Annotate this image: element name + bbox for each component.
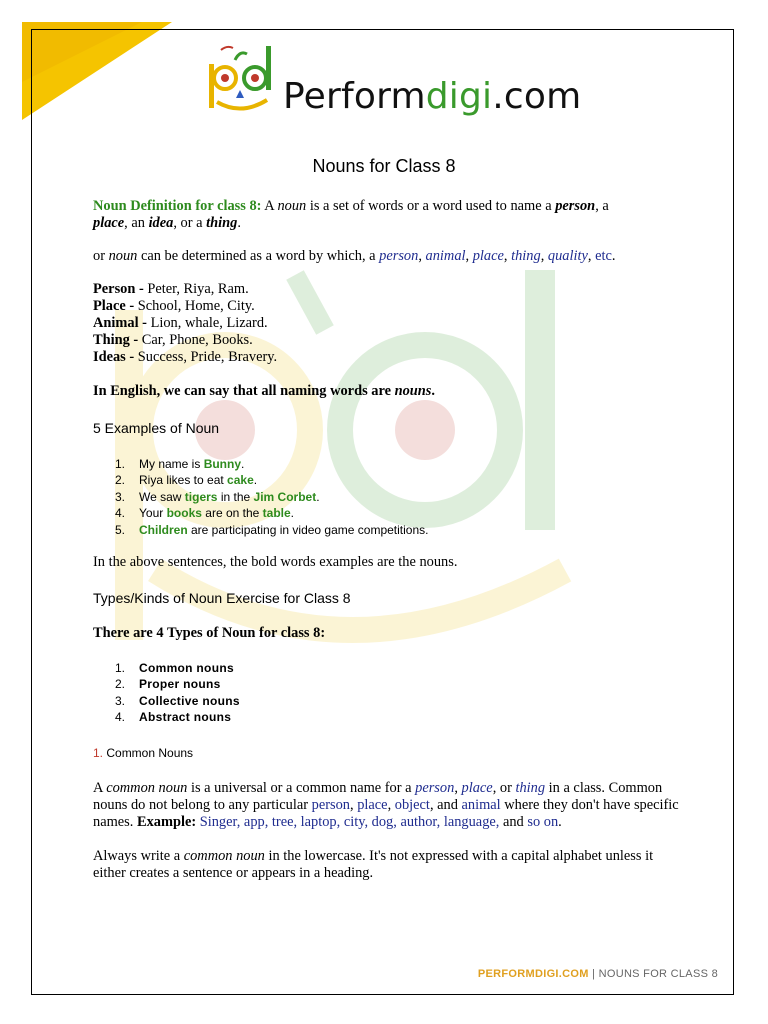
determined-paragraph: or noun can be determined as a word by which, a person, animal, place, thing, quality, etc. [93,248,616,264]
category-item: Person - Peter, Riya, Ram. [93,281,249,297]
example-item: 5. Children are participating in video game competitions. [115,522,429,537]
category-item: Animal - Lion, whale, Lizard. [93,315,268,331]
examples-heading: 5 Examples of Noun [93,420,220,436]
type-item: 4. Abstract nouns [115,710,232,725]
common-nouns-heading: 1. Common Nouns [93,745,194,760]
naming-words-statement: In English, we can say that all naming words are nouns. [93,383,435,399]
brand-name: Performdigi.com [283,76,582,117]
category-item: Thing - Car, Phone, Books. [93,332,253,348]
common-noun-paragraph: A common noun is a universal or a common name for a person, place, or thing in a class. Common nouns do not belong to any particular person, place, object, and animal where they don't have specific names. Example: Singer, app, tree, laptop, city, dog, author, language, and so on. [93,779,679,830]
type-item: 1. Common nouns [115,661,234,676]
category-item: Ideas - Success, Pride, Bravery. [93,349,278,365]
above-sentences-note: In the above sentences, the bold words examples are the nouns. [93,554,458,571]
category-item: Place - School, Home, City. [93,298,255,314]
page-footer: PERFORMDIGI.COM | NOUNS FOR CLASS 8 [477,968,718,980]
performdigi-logo [205,42,287,114]
type-item: 2. Proper nouns [115,677,221,692]
example-item: 3. We saw tigers in the Jim Corbet. [115,489,320,504]
example-item: 1. My name is Bunny. [115,457,245,471]
definition-paragraph: Noun Definition for class 8: A noun is a set of words or a word used to name a person, a place, an idea, or a thing. [93,198,609,231]
document-body [93,198,683,882]
page-title: Nouns for Class 8 [312,156,456,176]
category-list [93,281,683,366]
example-item: 4. Your books are on the table. [115,506,295,521]
types-heading: Types/Kinds of Noun Exercise for Class 8 [93,590,351,607]
types-intro: There are 4 Types of Noun for class 8: [93,625,326,642]
lowercase-paragraph: Always write a common noun in the lowercase. It's not expressed with a capital alphabet unless it either creates a sentence or appears in a heading. [93,847,654,881]
types-list [93,660,683,726]
example-item: 2. Riya likes to eat cake. [115,473,258,488]
type-item: 3. Collective nouns [115,693,240,708]
examples-list [93,456,683,538]
